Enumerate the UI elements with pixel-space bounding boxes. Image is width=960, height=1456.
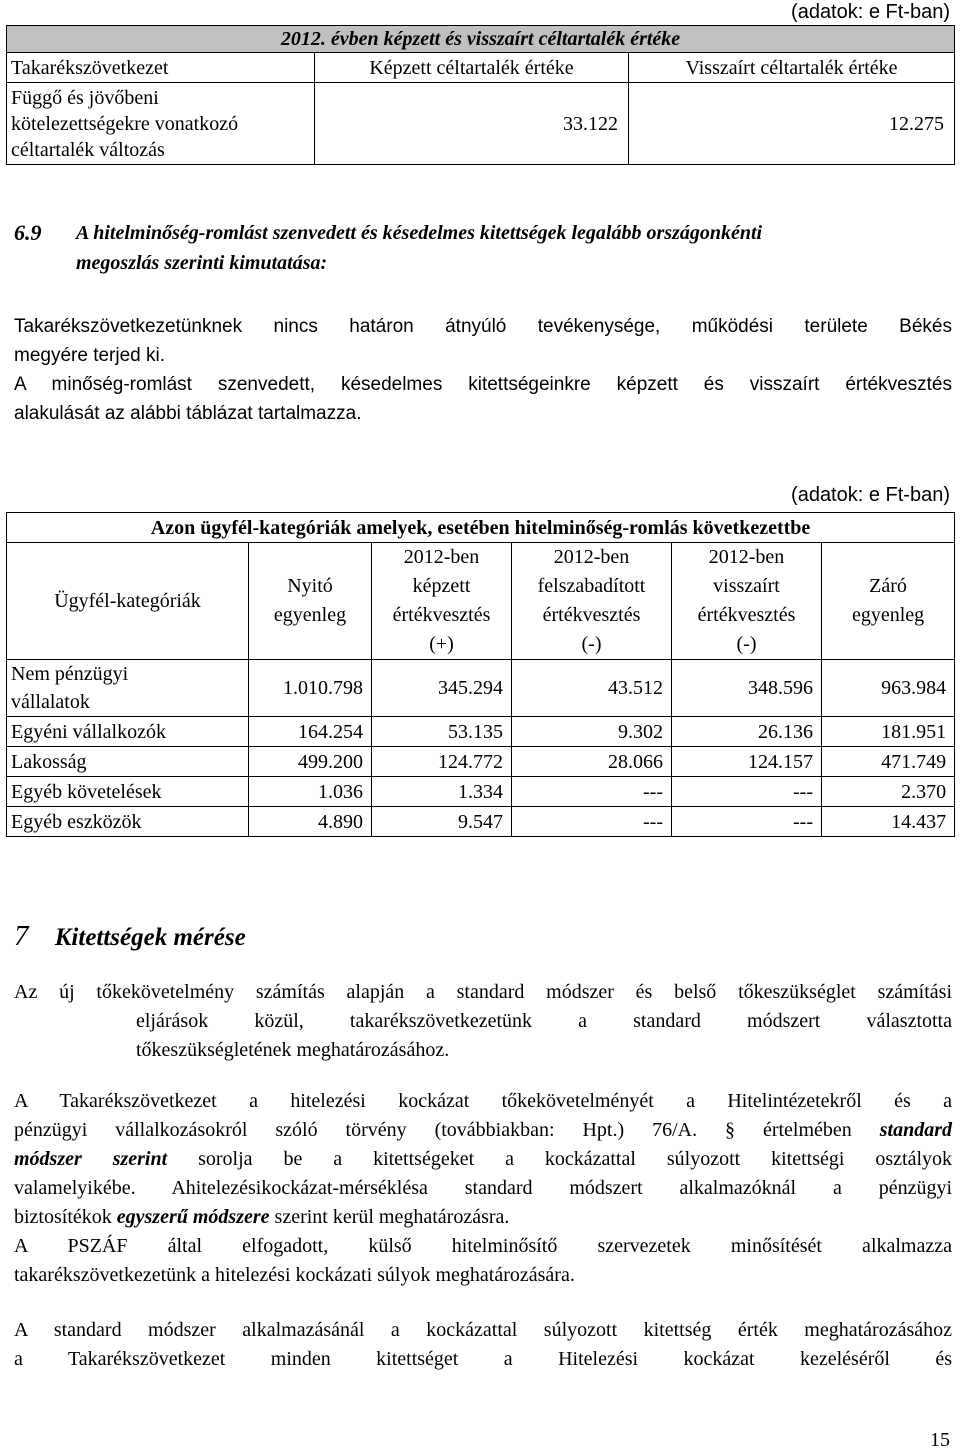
table-row xyxy=(7,747,955,777)
row-value: 471.749 xyxy=(822,747,955,777)
table-row xyxy=(7,717,955,747)
row-value: 963.984 xyxy=(822,660,955,717)
section-7-paragraph-2: A Takarékszövetkezet a hitelezési kockázat tőkekövetelményét a Hitelintézetekről és a pénzügyi vállalkozásokról szóló törvény (továbbiakban: Hpt.) 76/A. § értelmében standard módszer szerint sorolja be a kitettségeket a kockázattal súlyozott kitettségi osztályok valamelyikébe. Ahitelezésikockázat-mérséklésa standard módszert alkalmazóknál a pénzügyi biztosítékok egyszerű módszere szerint kerül meghatározásra. A PSZÁF által elfogadott, külső hitelminősítő szervezetek minősítését alkalmazza takarékszövetkezetünk a hitelezési kockázati súlyok meghatározására. xyxy=(14,1090,953,1286)
row-value: 499.200 xyxy=(249,747,372,777)
row-value: 348.596 xyxy=(672,660,822,717)
row-value: 181.951 xyxy=(822,717,955,747)
section-7-paragraph-1: Az új tőkekövetelmény számítás alapján a standard módszer és belső tőkeszükséglet számítási eljárások közül, takarékszövetkezetünk a standard módszert választotta tőkeszükségletének meghatározásához. xyxy=(14,981,952,1061)
row-value: 1.036 xyxy=(249,777,372,807)
row-value: --- xyxy=(672,777,822,807)
table2-title: Azon ügyfél-kategóriák amelyek, esetében hitelminőség-romlás következettbe xyxy=(7,513,955,543)
section-7-title: Kitettségek mérése xyxy=(54,924,246,951)
table2 xyxy=(6,512,955,837)
row-value: 26.136 xyxy=(672,717,822,747)
table2-unit-note: (adatok: e Ft-ban) xyxy=(791,484,950,506)
table1 xyxy=(6,25,955,165)
row-value: 164.254 xyxy=(249,717,372,747)
table2-header-formed: 2012-ben képzett értékvesztés (+) xyxy=(372,543,512,660)
row-value: 9.302 xyxy=(512,717,672,747)
table2-header-reversed: 2012-ben visszaírt értékvesztés (-) xyxy=(672,543,822,660)
section-6-9-paragraph: Takarékszövetkezetünknek nincs határon átnyúló tevékenysége, működési területe Békés megyére terjed ki. A minőség-romlást szenvedett, késedelmes kitettségeinkre képzett és visszaírt értékvesztés alakulását az alábbi táblázat tartalmazza. xyxy=(14,316,952,424)
table1-header-formed: Képzett céltartalék értéke xyxy=(315,53,629,83)
section-7-heading xyxy=(14,916,246,958)
row-label: Lakosság xyxy=(7,747,249,777)
table1-formed-value: 33.122 xyxy=(315,83,629,165)
row-value: 1.010.798 xyxy=(249,660,372,717)
table2-header-closing: Záró egyenleg xyxy=(822,543,955,660)
table2-header-opening: Nyitó egyenleg xyxy=(249,543,372,660)
row-value: 43.512 xyxy=(512,660,672,717)
row-label: Egyéb eszközök xyxy=(7,807,249,837)
section-6-9-title-line1: A hitelminőség-romlást szenvedett és késedelmes kitettségek legalább országonkénti xyxy=(76,222,763,244)
row-value: 1.334 xyxy=(372,777,512,807)
row-value: 28.066 xyxy=(512,747,672,777)
row-label: Nem pénzügyi vállalatok xyxy=(7,660,249,717)
row-label: Egyéb követelések xyxy=(7,777,249,807)
row-value: 124.157 xyxy=(672,747,822,777)
section-7-number: 7 xyxy=(14,920,29,952)
table1-title: 2012. évben képzett és visszaírt céltartalék értéke xyxy=(7,26,955,53)
row-value: --- xyxy=(672,807,822,837)
page-number: 15 xyxy=(930,1429,950,1451)
row-value: --- xyxy=(512,777,672,807)
row-value: 4.890 xyxy=(249,807,372,837)
table2-header-released: 2012-ben felszabadított értékvesztés (-) xyxy=(512,543,672,660)
row-label: Egyéni vállalkozók xyxy=(7,717,249,747)
section-7-paragraph-3: A standard módszer alkalmazásánál a kockázattal súlyozott kitettség érték meghatározásához a Takarékszövetkezet minden kitettséget a Hitelezési kockázat kezeléséről és xyxy=(14,1319,952,1370)
row-value: 53.135 xyxy=(372,717,512,747)
row-value: 14.437 xyxy=(822,807,955,837)
table1-header-cooperative: Takarékszövetkezet xyxy=(7,53,315,83)
row-value: 9.547 xyxy=(372,807,512,837)
row-value: 2.370 xyxy=(822,777,955,807)
table1-unit-note: (adatok: e Ft-ban) xyxy=(791,1,950,23)
table2-header-category: Ügyfél-kategóriák xyxy=(7,543,249,660)
row-value: 345.294 xyxy=(372,660,512,717)
section-6-9-title-line2: megoszlás szerinti kimutatása: xyxy=(76,252,328,274)
section-6-9-number: 6.9 xyxy=(14,220,42,245)
table1-row-label: Függő és jövőbeni kötelezettségekre vonatkozó céltartalék változás xyxy=(7,83,315,165)
table-row xyxy=(7,777,955,807)
table1-reversed-value: 12.275 xyxy=(629,83,955,165)
row-value: --- xyxy=(512,807,672,837)
table-row xyxy=(7,807,955,837)
table-row xyxy=(7,660,955,717)
table1-header-reversed: Visszaírt céltartalék értéke xyxy=(629,53,955,83)
section-6-9-heading xyxy=(14,218,952,278)
row-value: 124.772 xyxy=(372,747,512,777)
